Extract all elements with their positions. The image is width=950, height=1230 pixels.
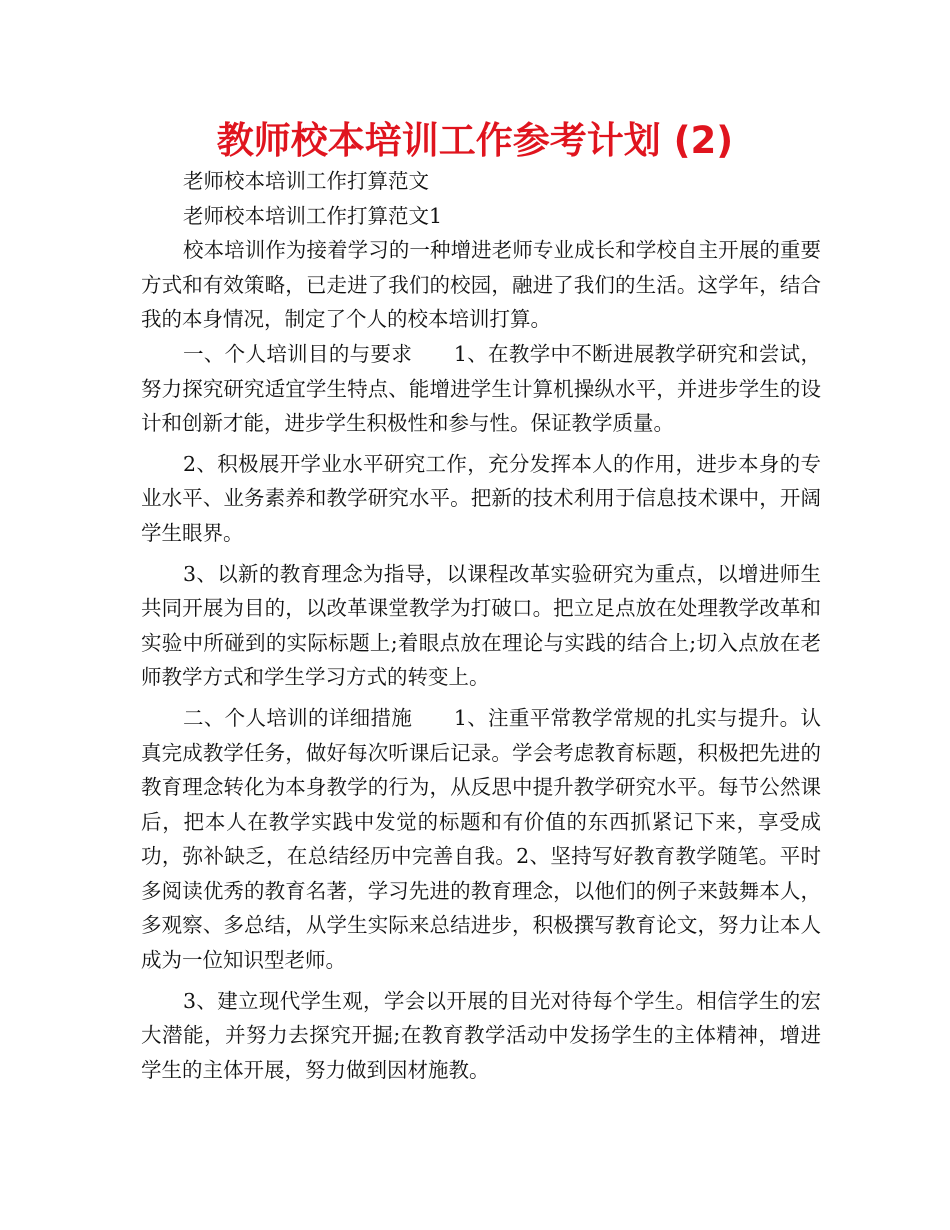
paragraph-intro: 校本培训作为接着学习的一种增进老师专业成长和学校自主开展的重要方式和有效策略，已走进了我们的校园，融进了我们的生活。这学年，结合我的本身情况，制定了个人的校本培训打算。 <box>141 238 821 332</box>
paragraph-subtitle: 老师校本培训工作打算范文 <box>183 169 430 193</box>
paragraph-subtitle-1: 老师校本培训工作打算范文1 <box>183 203 443 228</box>
paragraph-measures: 二、个人培训的详细措施 1、注重平常教学常规的扎实与提升。认真完成教学任务，做好每次听课后记录。学会考虑教育标题，积极把先进的教育理念转化为本身教学的行为，从反思中提升教学研究水平。每节公然课后，把本人在教学实践中发觉的标题和有价值的东西抓紧记下来，享受成功，弥补缺乏，在总结经历中完善自我。2、坚持写好教育教学随笔。平时多阅读优秀的教育名著，学习先进的教育理念，以他们的例子来鼓舞本人，多观察、多总结，从学生实际来总结进步，积极撰写教育论文，努力让本人成为一位知识型老师。 <box>141 705 821 973</box>
document-body <box>141 164 821 1087</box>
paragraph-goal-3: 3、以新的教育理念为指导，以课程改革实验研究为重点，以增进师生共同开展为目的，以改革课堂教学为打破口。把立足点放在处理教学改革和实验中所碰到的实际标题上;着眼点放在理论与实践的结合上;切入点放在老师教学方式和学生学习方式的转变上。 <box>141 561 821 690</box>
document-title: 教师校本培训工作参考计划 (2) <box>216 119 734 162</box>
paragraph-measure-3: 3、建立现代学生观，学会以开展的目光对待每个学生。相信学生的宏大潜能，并努力去探究开掘;在教育教学活动中发扬学生的主体精神，增进学生的主体开展，努力做到因材施教。 <box>141 988 821 1082</box>
paragraph-goals: 一、个人培训目的与要求 1、在教学中不断进展教学研究和尝试，努力探究研究适宜学生特点、能增进学生计算机操纵水平，并进步学生的设计和创新才能，进步学生积极性和参与性。保证教学质量。 <box>141 341 821 436</box>
paragraph-goal-2: 2、积极展开学业水平研究工作，充分发挥本人的作用，进步本身的专业水平、业务素养和教学研究水平。把新的技术利用于信息技术课中，开阔学生眼界。 <box>141 451 821 545</box>
